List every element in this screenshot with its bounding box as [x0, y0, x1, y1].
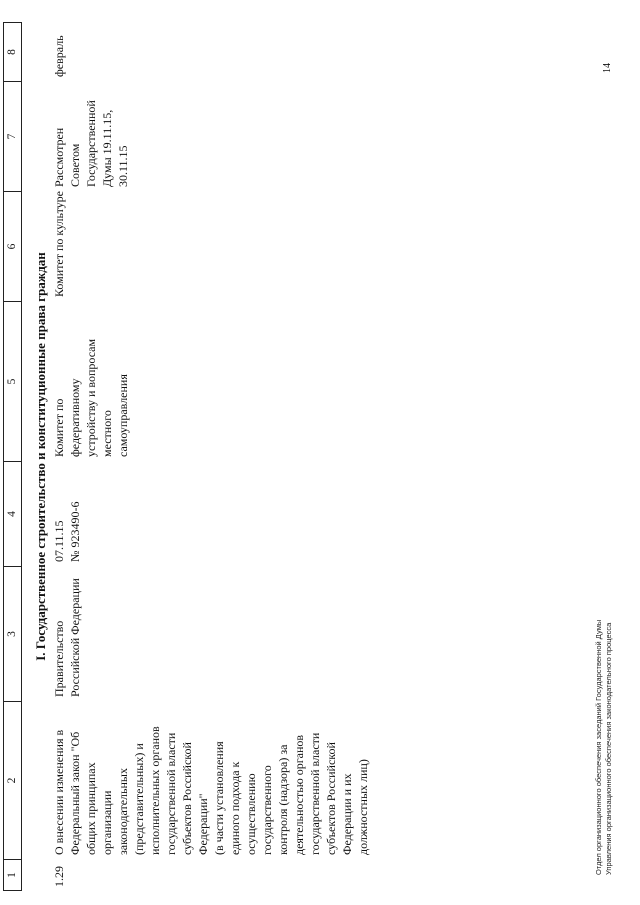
table-row [51, 22, 371, 891]
column-header-2: 2 [3, 701, 22, 859]
planned-month: февраль [52, 35, 66, 77]
bill-title: О внесении изменения в Федеральный закон "Об общих принципах организации законодательных (представительных) и исполнительных органов государственной власти субъектов Российской Федерации" (в части установления единого подхода к осуществлению государственного контроля (надзора) за деятельностью органов государственной власти субъектов Российской Федерации и их должностных лиц) [52, 726, 370, 855]
date-and-number: 07.11.15 № 923490-6 [52, 501, 82, 562]
review-status: Рассмотрен Советом Государственной Думы 19.11.15, 30.11.15 [52, 100, 130, 187]
initiator: Правительство Российской Федерации [52, 578, 82, 697]
co-executor-committee: Комитет по культуре [52, 191, 66, 297]
column-header-3: 3 [3, 566, 22, 701]
row-number: 1.29 [52, 866, 66, 887]
column-header-row [3, 22, 22, 891]
column-header-8: 8 [3, 22, 22, 81]
column-header-7: 7 [3, 81, 22, 191]
responsible-committee: Комитет по федеративному устройству и вопросам местного самоуправления [52, 338, 130, 457]
document-page [0, 21, 640, 891]
column-header-5: 5 [3, 301, 22, 461]
section-title: I. Государственное строительство и конституционные права граждан [33, 252, 48, 661]
column-header-6: 6 [3, 191, 22, 301]
column-header-1: 1 [3, 859, 22, 891]
page-number: 14 [602, 63, 613, 73]
footer-department: Отдел организационного обеспечения заседаний Государственной Думы Управления организационного обеспечения законодательного процесса [594, 619, 613, 875]
column-header-4: 4 [3, 461, 22, 566]
